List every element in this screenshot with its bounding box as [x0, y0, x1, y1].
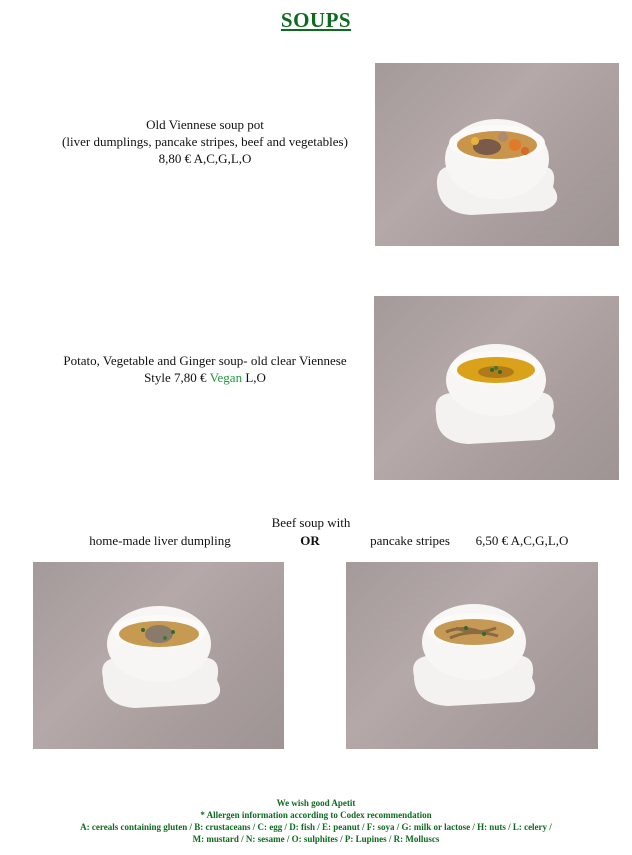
menu-item-soup-pot: [30, 116, 380, 167]
item-price: Style 7,80 €: [144, 370, 210, 385]
item-description: (liver dumplings, pancake stripes, beef and vegetables): [62, 134, 348, 149]
footer-allergen-note: * Allergen information according to Codex recommendation: [200, 810, 432, 820]
beef-soup-option-right: pancake stripes: [370, 533, 450, 548]
vegan-badge: Vegan: [209, 370, 243, 385]
footer: [0, 797, 632, 845]
or-label: OR: [300, 533, 320, 548]
beef-soup-option-left: home-made liver dumpling: [89, 533, 231, 548]
item-price: 8,80 € A,C,G,L,O: [158, 151, 252, 166]
page-title: SOUPS: [280, 8, 352, 32]
liver-dumpling-soup-photo: [33, 562, 284, 749]
menu-item-potato-ginger-soup: [40, 352, 370, 386]
beef-soup-heading: Beef soup with: [271, 515, 351, 530]
footer-wish: We wish good Apetit: [276, 798, 356, 808]
potato-ginger-soup-photo: [374, 296, 619, 480]
footer-allergens-line2: M: mustard / N: sesame / O: sulphites / P: Lupines / R: Molluscs: [192, 834, 440, 844]
footer-allergens-line1: A: cereals containing gluten / B: crustaceans / C: egg / D: fish / E: peanut / F: soya / G: milk or lactose / H: nuts / L: celery /: [80, 822, 552, 832]
item-allergens: L,O: [242, 370, 266, 385]
soup-pot-photo: [375, 63, 619, 246]
item-name: Potato, Vegetable and Ginger soup- old clear Viennese: [63, 353, 347, 368]
pancake-stripes-soup-photo: [346, 562, 598, 749]
item-price-line: [40, 369, 370, 386]
item-name: Old Viennese soup pot: [146, 117, 264, 132]
beef-soup-price: 6,50 € A,C,G,L,O: [475, 533, 569, 548]
